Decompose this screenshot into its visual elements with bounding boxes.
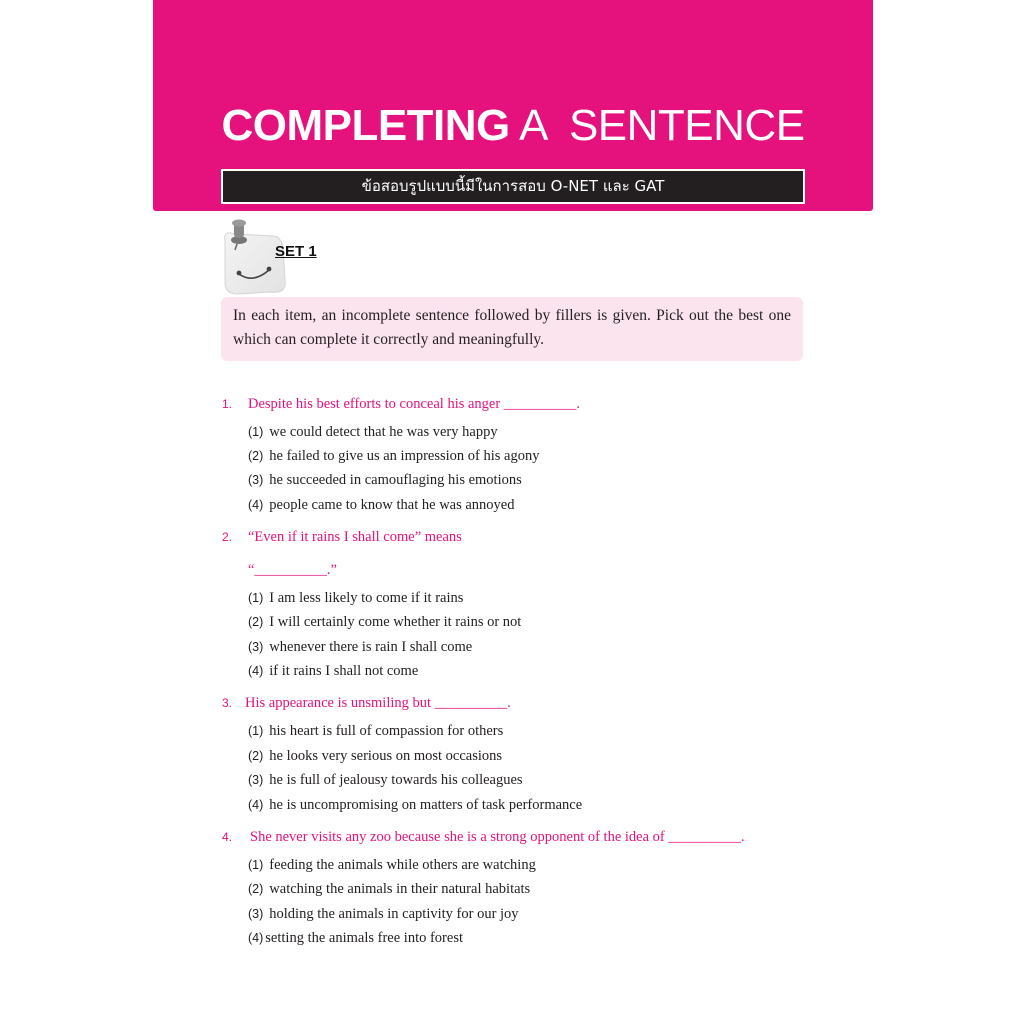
question-number: 1. (222, 397, 233, 411)
question-text: “Even if it rains I shall come” means (248, 529, 462, 545)
option: (2) he looks very serious on most occasions (248, 748, 503, 764)
option: (4) setting the animals free into forest (248, 930, 463, 946)
option: (2) watching the animals in their natural habitats (248, 881, 531, 897)
question-number: 3. (222, 696, 233, 710)
option: (4) he is uncompromising on matters of task performance (248, 797, 583, 813)
option: (4) people came to know that he was annoyed (248, 497, 515, 513)
question-text: Despite his best efforts to conceal his anger __________. (248, 396, 580, 412)
option: (1) we could detect that he was very happy (248, 424, 498, 440)
option: (3) holding the animals in captivity for our joy (248, 906, 519, 922)
option: (3) he succeeded in camouflaging his emotions (248, 472, 522, 488)
option: (2) he failed to give us an impression of his agony (248, 448, 540, 464)
title-light: A SENTENCE (519, 101, 805, 150)
option: (2) I will certainly come whether it rains or not (248, 614, 522, 630)
question-2 (222, 527, 462, 547)
option: (1) I am less likely to come if it rains (248, 590, 464, 606)
set-label: SET 1 (275, 243, 317, 260)
question-text: His appearance is unsmiling but __________. (245, 695, 511, 711)
title-bold: COMPLETING (221, 101, 510, 150)
option: (3) he is full of jealousy towards his colleagues (248, 772, 523, 788)
question-continuation: “__________.” (248, 562, 337, 578)
page-title (153, 100, 873, 152)
question-1 (222, 394, 580, 414)
exam-subtitle: ข้อสอบรูปแบบนี้มีในการสอบ O-NET และ GAT (221, 169, 805, 204)
question-3 (222, 693, 511, 713)
option: (1) his heart is full of compassion for others (248, 723, 504, 739)
option: (4) if it rains I shall not come (248, 663, 419, 679)
header-banner (153, 0, 873, 211)
question-number: 4. (222, 830, 233, 844)
question-number: 2. (222, 530, 233, 544)
question-4 (222, 827, 745, 847)
option: (3) whenever there is rain I shall come (248, 639, 473, 655)
instruction-box: In each item, an incomplete sentence followed by fillers is given. Pick out the best one which can complete it correctly and meaningfully. (221, 297, 803, 361)
option: (1) feeding the animals while others are watching (248, 857, 536, 873)
question-text: She never visits any zoo because she is a strong opponent of the idea of __________. (250, 829, 745, 845)
